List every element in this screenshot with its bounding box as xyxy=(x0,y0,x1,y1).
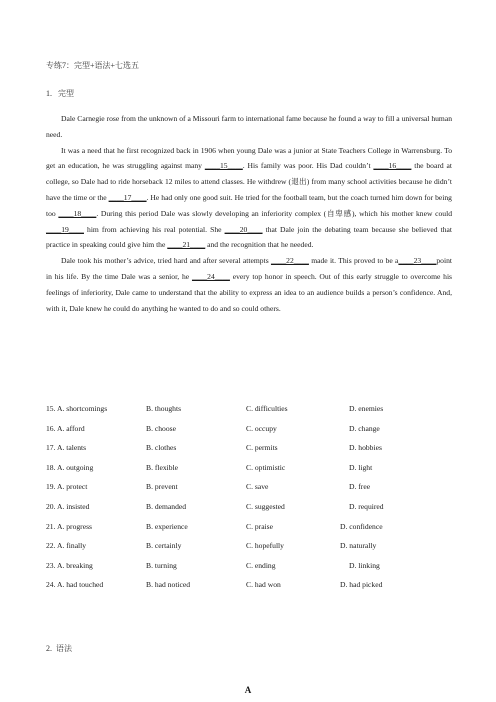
option-choice: 22. A. finally xyxy=(46,541,87,551)
blank-number: ____24____ xyxy=(191,271,230,281)
option-choice: C. difficulties xyxy=(246,404,288,413)
option-row xyxy=(46,541,456,561)
passage-text: that Dale join the debating team because she believed that practice in speaking could give him the xyxy=(46,224,452,250)
option-choice: 23. A. breaking xyxy=(46,560,93,570)
option-choice: C. ending xyxy=(246,560,276,570)
document-header: 专练7：完型+语法+七选五 xyxy=(46,61,140,70)
option-choice: 19. A. protect xyxy=(46,482,88,492)
option-choice: D. enemies xyxy=(349,404,384,413)
option-row xyxy=(46,561,456,581)
option-row xyxy=(46,482,456,502)
option-row xyxy=(46,522,456,542)
passage-text: point in his life. By the time Dale was a senior, he xyxy=(46,256,452,281)
option-choice: 15. A. shortcomings xyxy=(46,404,108,413)
option-choice: C. had won xyxy=(246,580,281,590)
passage-text: . During this period Dale was slowly developing an inferiority complex (自卑感), which his mother knew could xyxy=(96,208,452,218)
option-choice: C. praise xyxy=(246,521,273,531)
option-choice: D. naturally xyxy=(340,541,377,551)
option-choice: B. experience xyxy=(146,521,188,531)
option-choice: B. choose xyxy=(146,423,176,433)
passage-text: It was a need that he first recognized back in 1906 when young Dale was a junior at State Teachers College in Warrensburg. To get an education, he was struggling against many xyxy=(46,145,452,171)
blank-number: ____16____ xyxy=(373,161,412,171)
option-choice: D. confidence xyxy=(340,521,383,531)
option-row xyxy=(46,424,456,444)
option-choice: C. permits xyxy=(246,443,278,453)
blank-number: ____20____ xyxy=(224,224,263,234)
option-row xyxy=(46,463,456,483)
option-choice: D. light xyxy=(349,462,373,472)
option-choice: D. had picked xyxy=(340,580,383,590)
option-row xyxy=(46,580,456,600)
option-row xyxy=(46,502,456,522)
option-choice: B. thoughts xyxy=(146,404,182,413)
blank-number: ____17____ xyxy=(108,192,147,202)
option-choice: D. change xyxy=(349,423,380,433)
option-choice: B. certainly xyxy=(146,541,182,551)
option-choice: 21. A. progress xyxy=(46,521,92,531)
cloze-passage xyxy=(46,111,452,316)
option-choice: 17. A. talents xyxy=(46,443,87,453)
option-choice: C. occupy xyxy=(246,423,277,433)
passage-text: Dale took his mother’s advice, tried hard and after several attempts xyxy=(61,256,271,266)
option-choice: B. turning xyxy=(146,560,177,570)
option-choice: C. suggested xyxy=(246,501,285,511)
passage-text: him from achieving his real potential. She xyxy=(83,224,225,234)
option-choice: 16. A. afford xyxy=(46,423,85,433)
passage-text: . He had only one good suit. He tried for the football team, but the coach turned him down for being too xyxy=(46,192,452,218)
option-choice: B. prevent xyxy=(146,482,178,492)
option-choice: C. hopefully xyxy=(246,541,284,551)
passage-text: and the recognition that he needed. xyxy=(205,240,314,250)
option-choice: B. clothes xyxy=(146,443,177,453)
passage-text: the board at college, so Dale had to ride horseback 12 miles to attend classes. He withdrew (退出) from many school activities because he didn’t have the time or the xyxy=(46,161,452,202)
section-2-title: 2. 语法 xyxy=(46,644,72,653)
option-choice: D. linking xyxy=(349,560,380,570)
option-choice: C. optimistic xyxy=(246,462,286,472)
option-row xyxy=(46,404,456,424)
passage-paragraph xyxy=(46,143,452,254)
blank-number: ____18____ xyxy=(58,208,97,218)
passage-text: Dale Carnegie rose from the unknown of a Missouri farm to international fame because he found a way to fill a universal human need. xyxy=(46,114,452,139)
blank-number: ____22____ xyxy=(270,256,309,266)
passage-paragraph xyxy=(46,253,452,316)
section-2-subtitle: A xyxy=(244,685,252,695)
option-choice: D. free xyxy=(349,482,371,492)
section-1-title: 1. 完型 xyxy=(46,89,74,98)
option-choice: 24. A. had touched xyxy=(46,580,104,590)
option-choice: C. save xyxy=(246,482,269,492)
option-choice: B. demanded xyxy=(146,501,187,511)
option-choice: D. required xyxy=(349,501,384,511)
blank-number: ____15____ xyxy=(204,161,243,171)
option-choice: B. had noticed xyxy=(146,580,191,590)
passage-text: every top honor in speech. Out of this early struggle to overcome his feelings of inferiority, Dale came to understand that the ability to express an idea to an audience builds a person’s confidence. And, with it, Dale knew he could do anything he wanted to do and so could others. xyxy=(46,271,453,313)
option-choice: D. hobbies xyxy=(349,443,382,453)
answer-options xyxy=(46,404,456,600)
option-choice: B. flexible xyxy=(146,462,179,472)
blank-number: ____19____ xyxy=(46,224,84,234)
passage-text: made it. This proved to be a xyxy=(308,256,399,266)
option-choice: 20. A. insisted xyxy=(46,501,90,511)
option-row xyxy=(46,443,456,463)
blank-number: ____23____ xyxy=(398,256,437,266)
blank-number: ____21____ xyxy=(167,240,206,250)
option-choice: 18. A. outgoing xyxy=(46,462,94,472)
passage-paragraph xyxy=(46,111,452,143)
passage-text: . His family was poor. His Dad couldn’t xyxy=(242,161,374,171)
